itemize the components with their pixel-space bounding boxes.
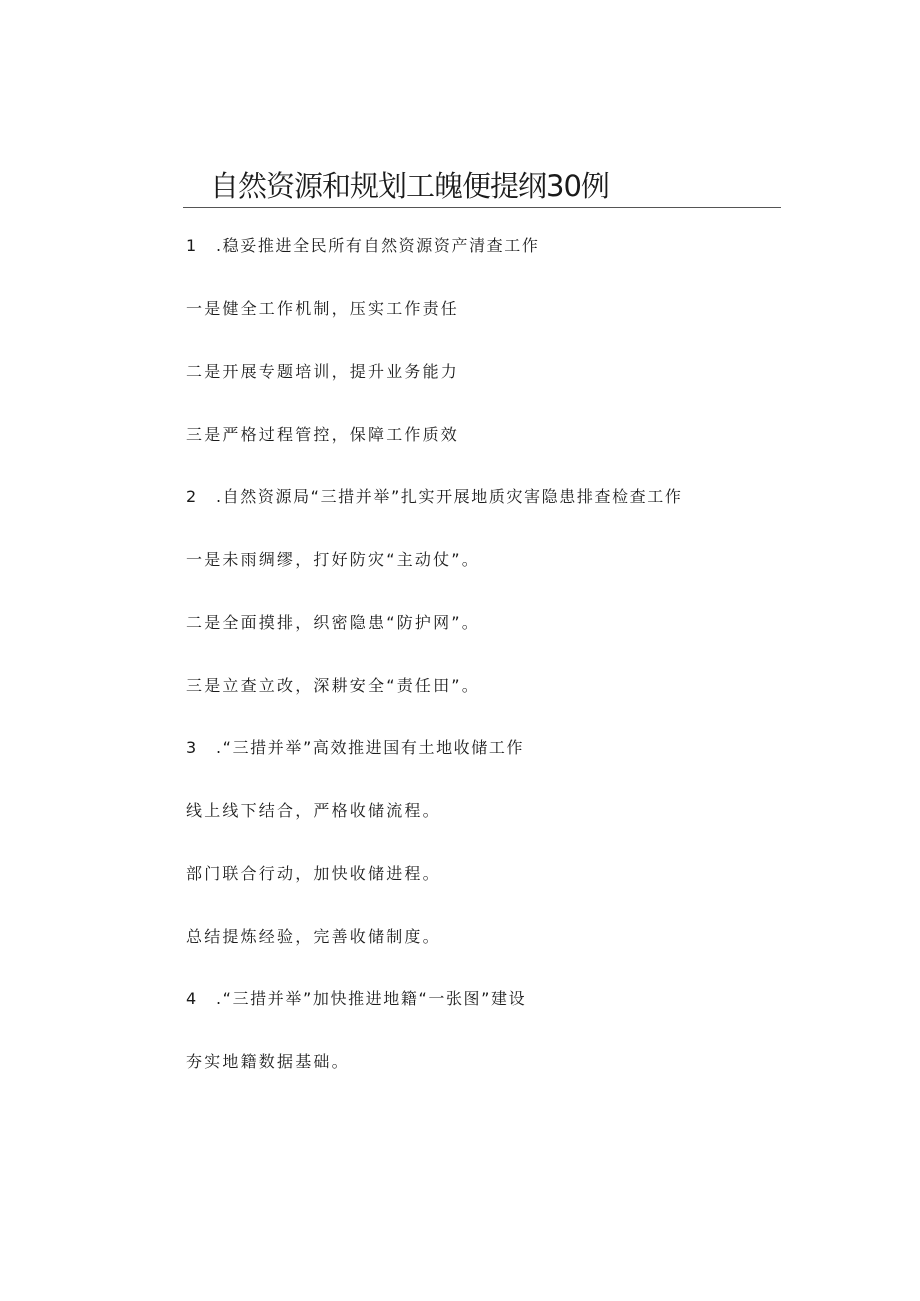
section-heading	[186, 485, 682, 509]
section-point: 夯实地籍数据基础。	[186, 1052, 350, 1071]
section-heading-text: .“三措并举”加快推进地籍“一张图”建设	[216, 989, 527, 1008]
document-title: 自然资源和规划工魄便提纲30例	[210, 169, 609, 203]
section-point: 部门联合行动，加快收储进程。	[186, 864, 441, 883]
section-point: 总结提炼经验，完善收储制度。	[186, 927, 441, 946]
section-point: 二是开展专题培训，提升业务能力	[186, 362, 460, 381]
section-heading-text: .稳妥推进全民所有自然资源资产清查工作	[216, 236, 540, 255]
section-point: 三是立查立改，深耕安全“责任田”。	[186, 676, 480, 695]
section-heading	[186, 234, 540, 258]
section-point: 一是健全工作机制，压实工作责任	[186, 299, 460, 318]
section-heading-text: .“三措并举”高效推进国有土地收储工作	[216, 738, 525, 757]
section-heading	[186, 736, 524, 760]
section-number: 1	[186, 236, 197, 255]
section-heading-text: .自然资源局“三措并举”扎实开展地质灾害隐患排查检查工作	[216, 487, 683, 506]
section-point: 线上线下结合，严格收储流程。	[186, 801, 441, 820]
section-number: 4	[186, 989, 197, 1008]
section-number: 2	[186, 487, 197, 506]
section-point: 三是严格过程管控，保障工作质效	[186, 425, 460, 444]
section-point: 二是全面摸排，织密隐患“防护网”。	[186, 613, 480, 632]
section-heading	[186, 987, 526, 1011]
section-number: 3	[186, 738, 197, 757]
title-underline	[183, 207, 781, 208]
section-point: 一是未雨绸缪，打好防灾“主动仗”。	[186, 550, 480, 569]
